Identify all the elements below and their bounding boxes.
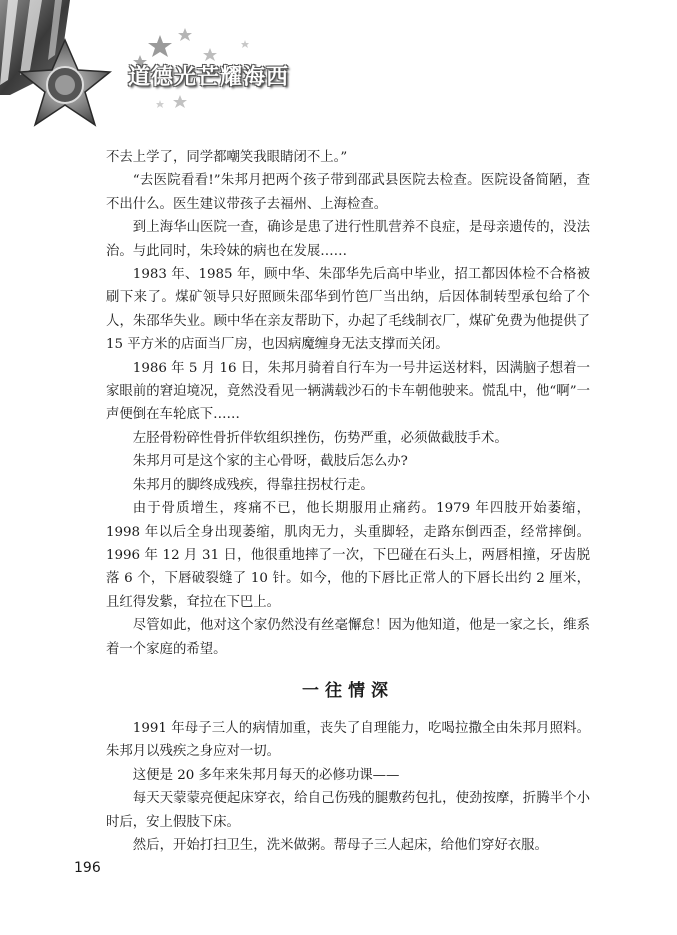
section-heading: 一往情深 [302,680,394,701]
paragraph: 这便是 20 多年来朱邦月每天的必修功课—— [132,767,400,783]
paragraph: 1986 年 5 月 16 日，朱邦月骑着自行车为一号井运送材料，因满脑子想着一家眼前的窘迫境况，竟然没看见一辆满载沙石的卡车朝他驶来。慌乱中，他“啊”一声便倒在车轮底下…… [106,360,590,423]
header-title: 道德光芒耀海西 [128,65,290,90]
paragraph: 朱邦月的脚终成残疾，得靠拄拐杖行走。 [132,477,374,493]
paragraph: 尽管如此，他对这个家仍然没有丝毫懈怠！因为他知道，他是一家之长，维系着一个家庭的希望。 [106,618,590,657]
paragraph: “去医院看看!”朱邦月把两个孩子带到邵武县医院去检查。医院设备简陋，查不出什么。医生建议带孩子去福州、上海检查。 [106,173,590,212]
page-body [106,146,590,857]
paragraph: 朱邦月可是这个家的主心骨呀，截肢后怎么办? [132,454,408,470]
paragraph: 左胫骨粉碎性骨折伴软组织挫伤，伤势严重，必须做截肢手术。 [132,430,508,446]
paragraph: 不去上学了，同学都嘲笑我眼睛闭不上。” [106,150,348,165]
paragraph: 然后，开始打扫卫生，洗米做粥。帮母子三人起床，给他们穿好衣服。 [132,837,548,853]
paragraph: 由于骨质增生，疼痛不已，他长期服用止痛药。1979 年四肢开始萎缩，1998 年以后全身出现萎缩，肌肉无力，头重脚轻，走路东倒西歪，经常摔倒。1996 年 12 月 31 日，他很重地摔了一次，下巴碰在石头上，两唇相撞，牙齿脱落 6 个，下唇破裂缝了 10 针。如今，他的下唇比正常人的下唇长出约 2 厘米，且红得发紫，耷拉在下巴上。 [106,501,590,610]
page-number: 196 [74,860,101,876]
paragraph: 1983 年、1985 年，顾中华、朱邵华先后高中毕业，招工都因体检不合格被刷下来了。煤矿领导只好照顾朱邵华到竹笆厂当出纳，后因体制转型承包给了个人，朱邵华失业。顾中华在亲友帮助下，办起了毛线制衣厂，煤矿免费为他提供了 15 平方米的店面当厂房，也因病魔缠身无法支撑而关闭。 [106,267,590,353]
paragraph: 1991 年母子三人的病情加重，丧失了自理能力，吃喝拉撒全由朱邦月照料。朱邦月以残疾之身应对一切。 [106,720,590,760]
paragraph: 到上海华山医院一查，确诊是患了进行性肌营养不良症，是母亲遗传的，没法治。与此同时，朱玲妹的病也在发展…… [106,220,590,259]
paragraph: 每天天蒙蒙亮便起床穿衣，给自己伤残的腿敷药包扎，使劲按摩，折腾半个小时后，安上假肢下床。 [106,791,590,830]
page-header-banner [0,0,330,145]
